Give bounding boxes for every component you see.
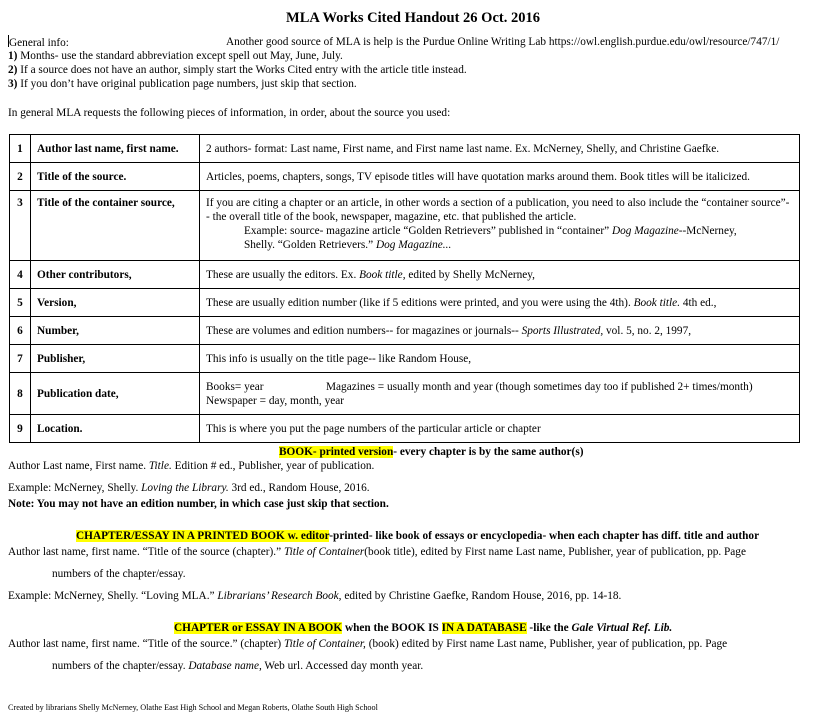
field-desc: These are volumes and edition numbers-- for magazines or journals-- Sports Illustrated, vol. 5, no. 2, 1997, — [200, 317, 800, 345]
book-example: Example: McNerney, Shelly. Loving the Library. 3rd ed., Random House, 2016. — [8, 482, 370, 494]
purdue-note: Another good source of MLA is help is the Purdue Online Writing Lab https://owl.english.purdue.edu/owl/resource/747/1/ — [226, 36, 780, 48]
chapter-print-example: Example: McNerney, Shelly. “Loving MLA.” Librarians’ Research Book, edited by Christine Gaefke, Random House, 2016, pp. 14-18. — [8, 590, 622, 602]
table-row: 2 Title of the source. Articles, poems, chapters, songs, TV episode titles will have quotation marks around them. Book titles will be italicized. — [10, 163, 800, 191]
credits-footer: Created by librarians Shelly McNerney, Olathe East High School and Megan Roberts, Olathe South High School — [8, 703, 378, 712]
table-row: 9 Location. This is where you put the page numbers of the particular article or chapter — [10, 415, 800, 443]
container-example: Example: source- magazine article “Golden Retrievers” published in “container” Dog Magazine--McNerney, Shelly. “Golden Retrievers.” Dog Magazine... — [244, 225, 737, 251]
table-row: 8 Publication date, Books= year Magazines = usually month and year (though sometimes day too if published 2+ times/month) Newspaper = day, month, year — [10, 373, 800, 415]
chapter-db-format: Author last name, first name. “Title of the source.” (chapter) Title of Container, (book) edited by First name Last name, Publisher, year of publication, pp. Page — [8, 638, 728, 650]
table-row: 1 Author last name, first name. 2 authors- format: Last name, First name, and First name last name. Ex. McNerney, Shelly, and Christine Gaefke. — [10, 135, 800, 163]
field-desc: Books= year Magazines = usually month and year (though sometimes day too if published 2+ times/month) Newspaper = day, month, year — [200, 373, 800, 415]
field-desc: These are usually edition number (like if 5 editions were printed, and you were using the 4th). Book title. 4th ed., — [200, 289, 800, 317]
rule-2: 2) If a source does not have an author, simply start the Works Cited entry with the article title instead. — [8, 64, 467, 76]
field-name: Author last name, first name. — [31, 135, 200, 163]
table-row: 4 Other contributors, These are usually the editors. Ex. Book title, edited by Shelly McNerney, — [10, 261, 800, 289]
table-row: 3 Title of the container source, If you are citing a chapter or an article, in other words a section of a publication, you need to also include the “container source”-- the overall title of the book, newspaper, magazine, etc. that published the article. Example: source- magazine article “Golden Retrievers” published in “container” Dog Magazine--McNerney, Shelly. “Golden Retrievers.” Dog Magazine... — [10, 191, 800, 261]
field-desc: If you are citing a chapter or an article, in other words a section of a publication, you need to also include the “container source”-- the overall title of the book, newspaper, magazine, etc. that published the article. Example: source- magazine article “Golden Retrievers” published in “container” Dog Magazine--McNerney, Shelly. “Golden Retrievers.” Dog Magazine... — [200, 191, 800, 261]
mla-elements-table — [9, 134, 800, 443]
field-desc: These are usually the editors. Ex. Book title, edited by Shelly McNerney, — [200, 261, 800, 289]
field-name: Title of the container source, — [31, 191, 200, 261]
field-name: Publication date, — [31, 373, 200, 415]
table-row: 6 Number, These are volumes and edition numbers-- for magazines or journals-- Sports Illustrated, vol. 5, no. 2, 1997, — [10, 317, 800, 345]
field-name: Number, — [31, 317, 200, 345]
book-heading: BOOK- printed version- every chapter is by the same author(s) — [279, 446, 584, 458]
field-desc: This is where you put the page numbers of the particular article or chapter — [200, 415, 800, 443]
intro-text: In general MLA requests the following pieces of information, in order, about the source you used: — [8, 107, 451, 119]
rule-3: 3) If you don’t have original publication page numbers, just skip that section. — [8, 78, 357, 90]
chapter-print-format-cont: numbers of the chapter/essay. — [52, 568, 186, 580]
chapter-print-heading: CHAPTER/ESSAY IN A PRINTED BOOK w. editor-printed- like book of essays or encyclopedia- when each chapter has diff. title and author — [76, 530, 760, 542]
field-name: Other contributors, — [31, 261, 200, 289]
field-desc: Articles, poems, chapters, songs, TV episode titles will have quotation marks around them. Book titles will be italicized. — [200, 163, 800, 191]
book-note: Note: You may not have an edition number, in which case just skip that section. — [8, 498, 389, 510]
general-info-label: General info: — [9, 37, 69, 49]
rule-1: 1) Months- use the standard abbreviation except spell out May, June, July. — [8, 50, 343, 62]
field-name: Location. — [31, 415, 200, 443]
chapter-db-format-cont: numbers of the chapter/essay. Database name, Web url. Accessed day month year. — [52, 660, 424, 672]
field-name: Publisher, — [31, 345, 200, 373]
chapter-print-format: Author last name, first name. “Title of the source (chapter).” Title of Container(book title), edited by First name Last name, Publisher, year of publication, pp. Page — [8, 546, 746, 558]
field-desc: This info is usually on the title page-- like Random House, — [200, 345, 800, 373]
field-name: Title of the source. — [31, 163, 200, 191]
chapter-db-heading: CHAPTER or ESSAY IN A BOOK when the BOOK IS IN A DATABASE -like the Gale Virtual Ref. Lib. — [174, 622, 673, 634]
field-desc: 2 authors- format: Last name, First name, and First name last name. Ex. McNerney, Shelly, and Christine Gaefke. — [200, 135, 800, 163]
table-row: 7 Publisher, This info is usually on the title page-- like Random House, — [10, 345, 800, 373]
page-title: MLA Works Cited Handout 26 Oct. 2016 — [286, 10, 540, 26]
book-format: Author Last name, First name. Title. Edition # ed., Publisher, year of publication. — [8, 460, 375, 472]
field-name: Version, — [31, 289, 200, 317]
table-row: 5 Version, These are usually edition number (like if 5 editions were printed, and you were using the 4th). Book title. 4th ed., — [10, 289, 800, 317]
